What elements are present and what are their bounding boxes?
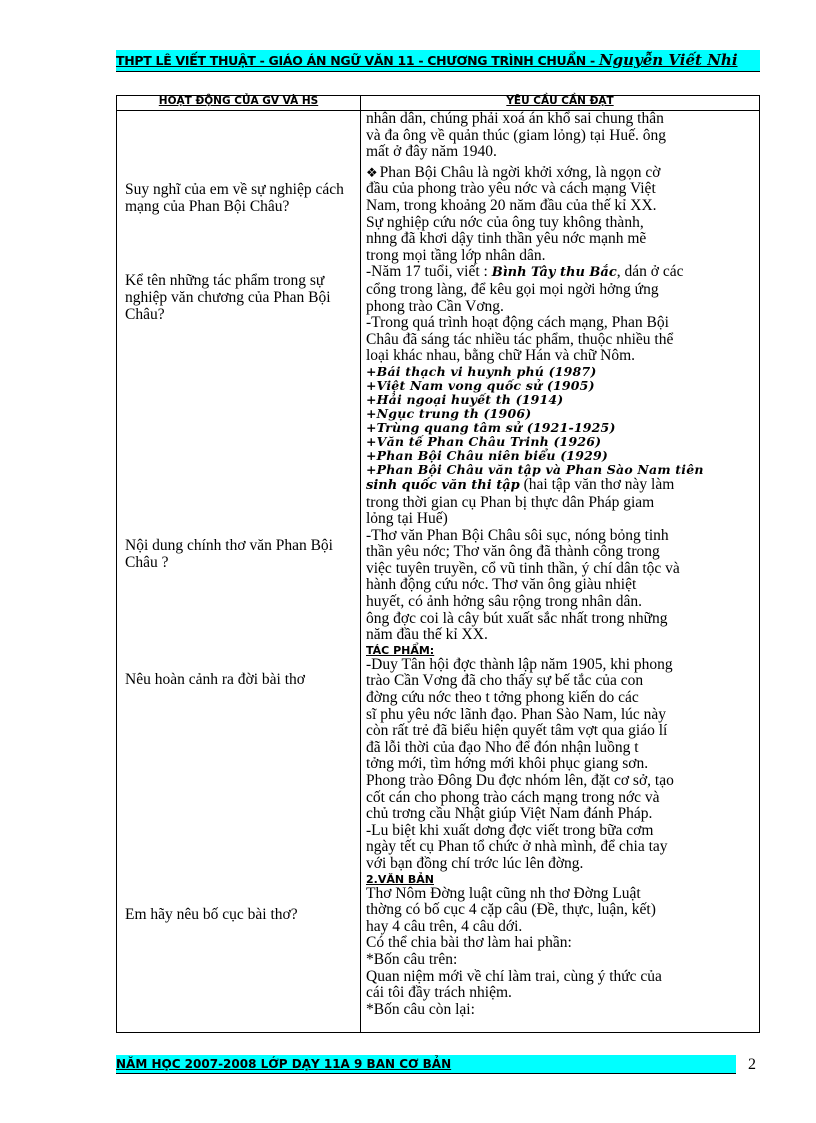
work-item: +Văn tế Phan Châu Trinh (1926) [366,433,602,449]
text-line: cốt cán cho phong trào cách mạng trong nớc và [366,788,660,806]
text-line: thần yêu nớc; Thơ văn ông đã thành công trong [366,543,660,561]
work-title: Bình Tây thu Bắc [491,265,617,281]
footer-text: NĂM HỌC 2007-2008 LỚP DẠY 11A 9 BAN CƠ BẢN [116,1057,452,1071]
work-item: +Ngục trung th (1906) [366,405,532,421]
text-line: -Duy Tân hội đợc thành lập năm 1905, khi phong [366,655,673,673]
text-line: sinh quốc văn thi tập (hai tập văn thơ này làm [366,475,675,493]
header-author: Nguyễn Viết Nhi [598,51,738,69]
text-line: cái tôi đầy trách nhiệm. [366,984,512,1002]
text-line: mất ở đây năm 1940. [366,143,497,161]
work-item: +Phan Bội Châu niên biểu (1929) [366,447,609,463]
text-line: -Thơ văn Phan Bội Châu sôi sục, nóng bỏng tinh [366,526,669,544]
text-line: -Năm 17 tuổi, viết : Bình Tây thu Bắc, dán ở các [366,263,684,281]
text-line: cổng trong làng, để kêu gọi mọi ngời hởng ứng [366,280,659,298]
work-item: +Việt Nam vong quốc sử (1905) [366,377,595,393]
text-line: Phong trào Đông Du đợc nhóm lên, đặt cơ sở, tạo [366,772,674,789]
text-line: hay 4 câu trên, 4 câu dới. [366,917,523,935]
text-line: sĩ phu yêu nớc lãnh đạo. Phan Sào Nam, lúc này [366,705,667,723]
page-number: 2 [748,1056,756,1073]
diamond-bullet-icon: ❖ [366,164,378,180]
text-line: trong thời gian cụ Phan bị thực dân Pháp giam [366,493,655,511]
text-line: đờng cứu nớc theo t tởng phong kiến do các [366,689,639,707]
table-header-row [117,96,759,111]
text-line: phong trào Cần Vơng. [366,297,504,315]
text-line: hành động cứu nớc. Thơ văn ông giàu nhiệt [366,576,637,594]
text-line: Thơ Nôm Đờng luật cũng nh thơ Đờng Luật [366,884,641,902]
text-line: huyết, có ảnh hởng sâu rộng trong nhân dân. [366,593,642,611]
work-item: +Bái thạch vi huynh phú (1987) [366,363,597,379]
text-line: đầu của phong trào yêu nớc và cách mạng Việt [366,180,656,198]
lesson-table [116,95,760,1033]
question-content: Nội dung chính thơ văn Phan Bội Châu ? [125,537,333,571]
text-line: *Bốn câu trên: [366,950,458,968]
question-revolution: Suy nghĩ của em về sự nghiệp cách mạng của Phan Bội Châu? [125,181,344,215]
question-structure: Em hãy nêu bố cục bài thơ? [125,906,298,923]
section-heading-text: 2.VĂN BẢN [366,872,434,886]
text-line: lỏng tại Huế) [366,510,448,528]
question-works: Kể tên những tác phẩm trong sự nghiệp văn chương của Phan Bội Châu? [125,272,331,323]
text-line: ❖ Phan Bội Châu là ngời khởi xớng, là ngọn cờ [366,163,661,181]
text-line: nhân dân, chúng phải xoá án khổ sai chung thân [366,111,664,127]
header-text: THPT LÊ VIẾT THUẬT - GIÁO ÁN NGỮ VĂN 11 - CHƯƠNG TRÌNH CHUẨN - [116,53,599,68]
text-line: Sự nghiệp cứu nớc của ông tuy không thành, [366,213,644,231]
text-line: Châu đã sáng tác nhiều tác phẩm, thuộc nhiều thể [366,330,674,348]
col-header-activities: HOẠT ĐỘNG CỦA GV VÀ HS [158,95,319,107]
question-context: Nêu hoàn cảnh ra đời bài thơ [125,671,305,688]
col-header-requirements: YÊU CẦU CẦN ĐẠT [506,95,614,107]
work-title: sinh quốc văn thi tập [366,477,520,493]
text-line: đã lỗi thời của đạo Nho để đón nhận luồng t [366,738,639,756]
work-item: +Trùng quang tâm sử (1921-1925) [366,419,616,435]
text-line: trong mọi tầng lớp nhân dân. [366,246,546,264]
text-line: trào Cần Vơng đã cho thấy sự bế tắc của con [366,672,644,690]
text-line: ông đợc coi là cây bút xuất sắc nhất trong những [366,609,668,627]
text-line: Có thể chia bài thơ làm hai phần: [366,934,572,952]
text-line: tởng mới, tìm hớng mới khôi phục giang sơn. [366,755,649,773]
text-line: việc tuyên truyền, cổ vũ tinh thần, ý chí dân tộc và [366,559,680,577]
text-line: năm đầu thế kỉ XX. [366,626,488,644]
requirements-column [366,111,754,1032]
text-line: nhng đã khơi dậy tinh thần yêu nớc mạnh mẽ [366,230,647,248]
text-line: *Bốn câu còn lại: [366,1000,475,1018]
page-header [116,50,760,72]
text-line: Quan niệm mới về chí làm trai, cùng ý thức của [366,967,662,985]
text-line: còn rất trẻ đã biểu hiện quyết tâm vợt qua giáo lí [366,722,668,740]
work-item: +Hải ngoại huyết th (1914) [366,391,564,407]
text-line: loại khác nhau, bằng chữ Hán và chữ Nôm. [366,347,636,365]
text-line: với bạn đồng chí trớc lúc lên đờng. [366,854,584,872]
text-line: ngày tết cụ Phan tổ chức ở nhà mình, để chia tay [366,838,668,856]
text-line: và đa ông về quản thúc (giam lỏng) tại Huế. ông [366,126,667,144]
text-line: thờng có bố cục 4 cặp câu (Đề, thực, luận, kết) [366,901,656,919]
column-divider [360,96,361,1032]
page-footer [116,1055,736,1074]
text-line: chủ trơng cầu Nhật giúp Việt Nam đánh Pháp. [366,805,653,823]
text-line: -Trong quá trình hoạt động cách mạng, Phan Bội [366,314,669,332]
work-item: +Phan Bội Châu văn tập và Phan Sào Nam tiên [366,461,704,477]
section-heading-works: TÁC PHẨM: [366,643,435,657]
text-line: Nam, trong khoảng 20 năm đầu của thế kỉ XX. [366,196,657,214]
text-line: -Lu biệt khi xuất dơng đợc viết trong bữa cơm [366,821,654,839]
